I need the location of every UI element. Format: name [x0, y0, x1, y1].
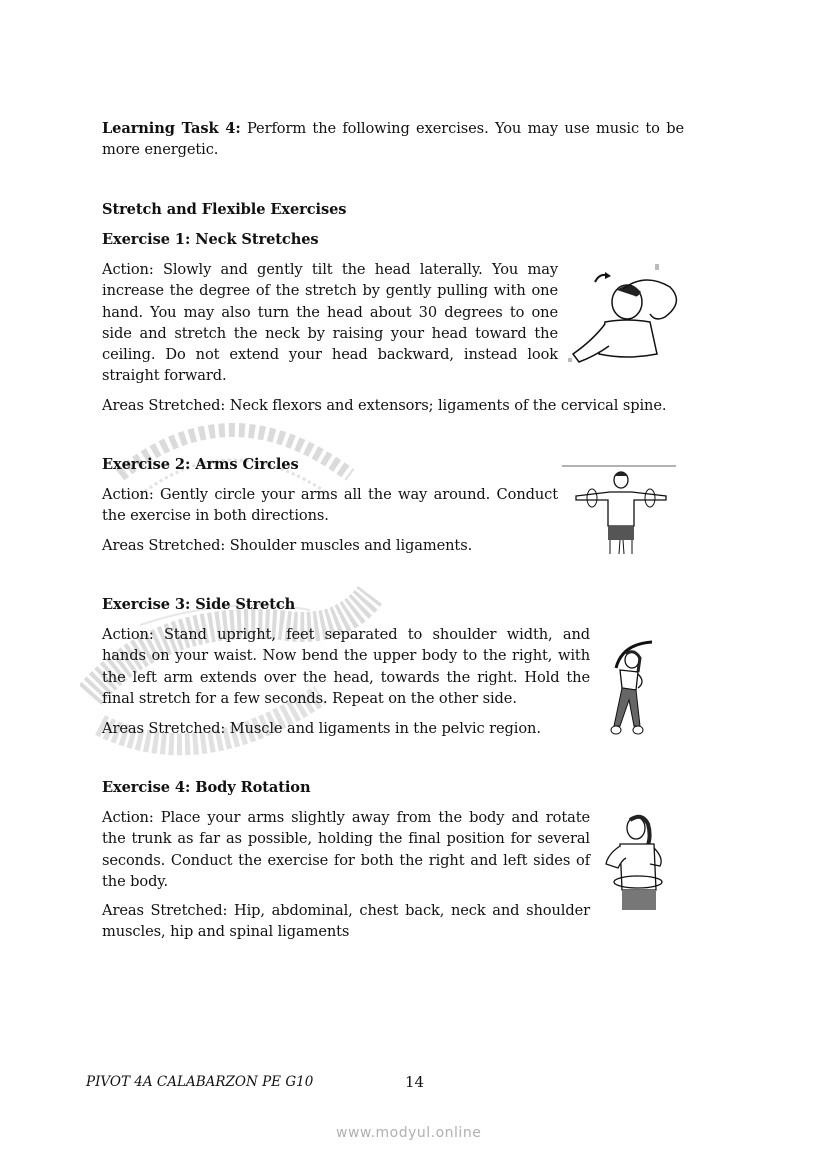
side-stretch-illustration [602, 638, 662, 738]
section-title: Stretch and Flexible Exercises [102, 201, 347, 218]
page-number: 14 [405, 1073, 425, 1091]
learning-task-text: Perform the following exercises. You may use music to be more energetic. [102, 120, 684, 159]
learning-task-label: Learning Task 4: [102, 120, 241, 137]
exercise-1-areas: Areas Stretched: Neck flexors and extensors; ligaments of the cervical spine. [102, 397, 667, 414]
exercise-3-areas: Areas Stretched: Muscle and ligaments in the pelvic region. [102, 720, 541, 737]
body-rotation-illustration [598, 810, 678, 910]
exercise-3-title: Exercise 3: Side Stretch [102, 596, 296, 613]
exercise-4-title: Exercise 4: Body Rotation [102, 779, 311, 796]
neck-stretch-illustration [565, 262, 685, 372]
arm-circles-illustration [562, 464, 680, 556]
exercise-3-action: Action: Stand upright, feet separated to shoulder width, and hands on your waist. Now bend the upper body to the right, with the left arm extends over the head, towards the right. Hold the final stretch for a few seconds. Repeat on the other side. [102, 626, 590, 707]
website-watermark: www.modyul.online [336, 1125, 482, 1141]
learning-task-paragraph [102, 118, 684, 161]
footer-document-title: PIVOT 4A CALABARZON PE G10 [86, 1074, 314, 1090]
exercise-4-areas: Areas Stretched: Hip, abdominal, chest back, neck and shoulder muscles, hip and spinal ligaments [102, 902, 590, 941]
exercise-1-action: Action: Slowly and gently tilt the head laterally. You may increase the degree of the stretch by gently pulling with one hand. You may also turn the head about 30 degrees to one side and stretch the neck by raising your head toward the ceiling. Do not extend your head backward, instead look straight forward. [102, 261, 558, 385]
exercise-2-action: Action: Gently circle your arms all the way around. Conduct the exercise in both directions. [102, 486, 558, 525]
exercise-1-title: Exercise 1: Neck Stretches [102, 231, 319, 248]
exercise-4-action: Action: Place your arms slightly away from the body and rotate the trunk as far as possible, holding the final position for several seconds. Conduct the exercise for both the right and left sides of the body. [102, 809, 590, 890]
exercise-2-title: Exercise 2: Arms Circles [102, 456, 299, 473]
exercise-2-areas: Areas Stretched: Shoulder muscles and ligaments. [102, 537, 473, 554]
